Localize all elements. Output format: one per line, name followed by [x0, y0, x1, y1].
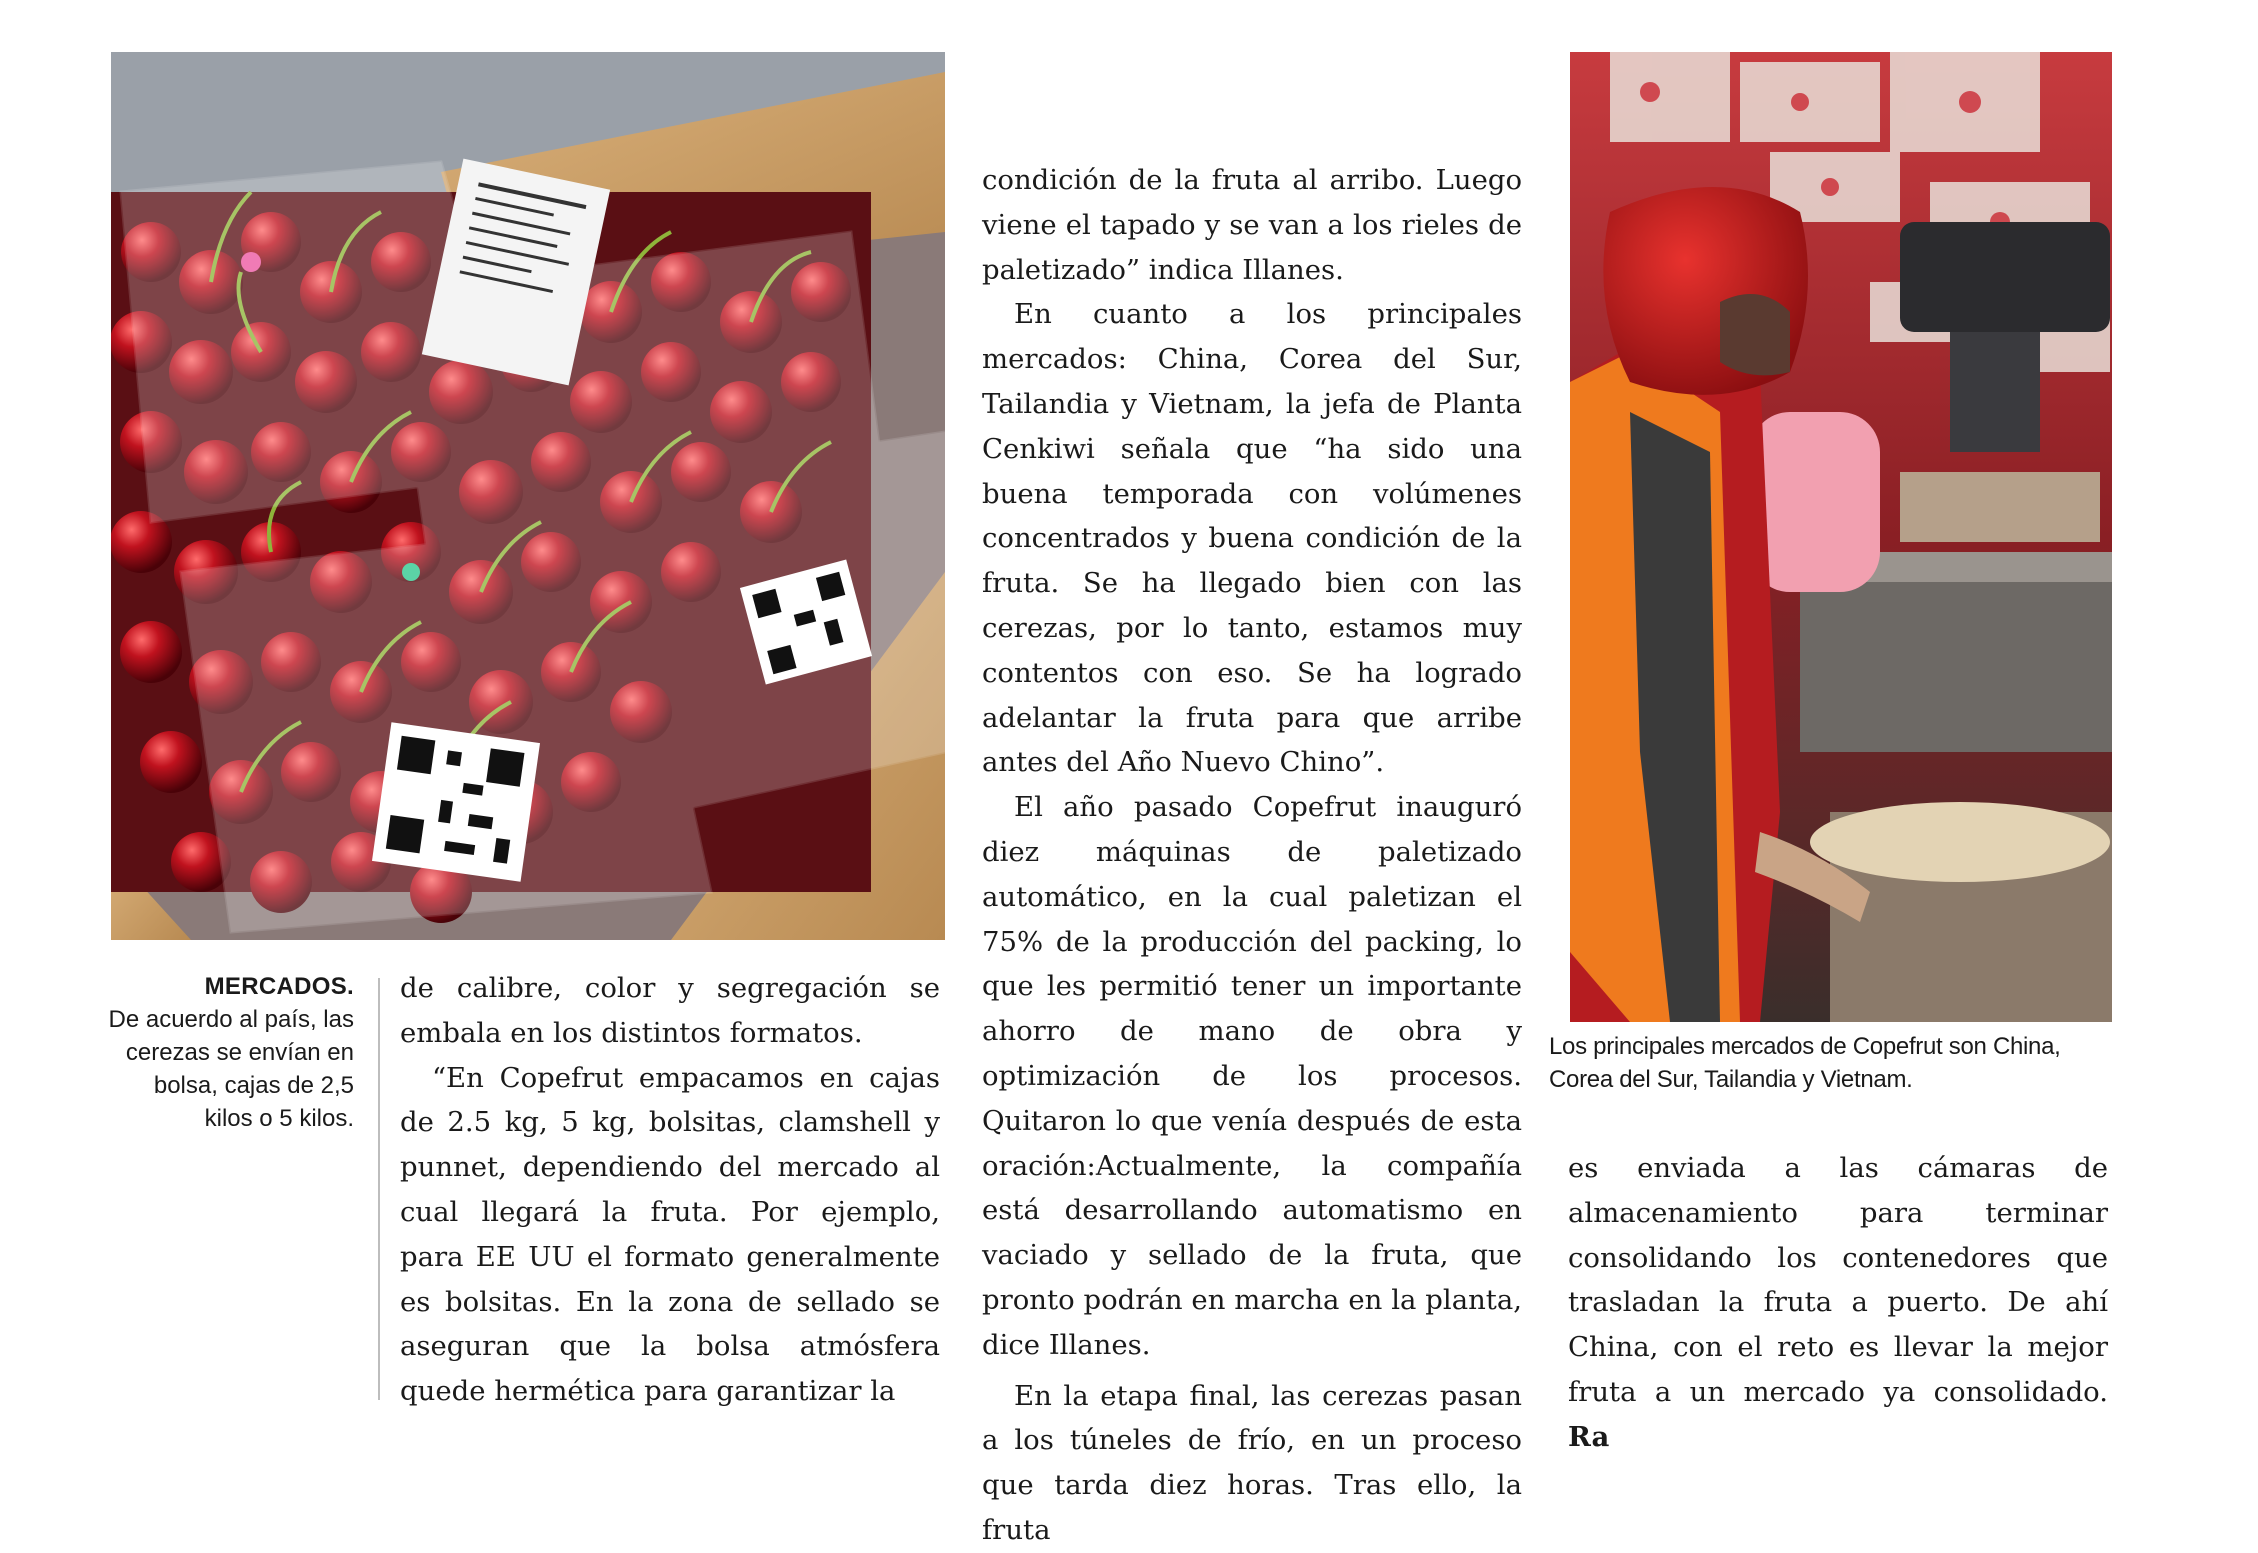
photo-caption-right: Los principales mercados de Copefrut son China, Corea del Sur, Tailandia y Vietnam. [1549, 1033, 2061, 1093]
paragraph: En cuanto a los principales mercados: China, Corea del Sur, Tailandia y Vietnam, la jefa de Planta Cenkiwi señala que “ha sido una buena temporada con volúmenes concentrados y buena condición de la fruta. Se ha llegado bien con las cerezas, por lo tanto, estamos muy contentos con eso. Se ha logrado adelantar la fruta para que arribe antes del Año Nuevo Chino”. [982, 298, 1522, 779]
article-column-2 [982, 158, 1522, 1553]
article-column-1 [400, 966, 940, 1414]
photo-caption-left [100, 970, 354, 1135]
paragraph: El año pasado Copefrut inauguró diez máquinas de paletizado automático, en la cual paletizan el 75% de la producción del packing, lo que les permitió tener un importante ahorro de mano de obra y optimización de los procesos. Quitaron lo que venía después de esta oración:Actualmente, la compañía está desarrollando automatismo en vaciado y sellado de la fruta, que pronto podrán en marcha en la planta, dice Illanes. [982, 791, 1522, 1361]
author-signature: Ra [1568, 1420, 1610, 1453]
caption-text: De acuerdo al país, las cerezas se envían en bolsa, cajas de 2,5 kilos o 5 kilos. [108, 1006, 354, 1132]
paragraph-text: es enviada a las cámaras de almacenamiento para terminar consolidando los contenedores que trasladan la fruta a puerto. De ahí China, con el reto es llevar la mejor fruta a un mercado ya consolidado. [1568, 1152, 2108, 1408]
paragraph: “En Copefrut empacamos en cajas de 2.5 kg, 5 kg, bolsitas, clamshell y punnet, dependiendo del mercado al cual llegará la fruta. Por ejemplo, para EE UU el formato generalmente es bolsitas. En la zona de sellado se aseguran que la bolsa atmósfera quede hermética para garantizar la [400, 1061, 940, 1408]
packing-line-worker-icon [1570, 52, 2112, 1022]
cherries-in-bags-icon [111, 52, 945, 940]
paragraph [1568, 1146, 2108, 1460]
paragraph: En la etapa final, las cerezas pasan a los túneles de frío, en un proceso que tarda diez horas. Tras ello, la fruta [982, 1379, 1522, 1546]
article-column-3 [1568, 1146, 2108, 1460]
cherries-photo [111, 52, 945, 940]
paragraph: de calibre, color y segregación se embala en los distintos formatos. [400, 972, 940, 1049]
paragraph: condición de la fruta al arribo. Luego viene el tapado y se van a los rieles de paletizado” indica Illanes. [982, 164, 1522, 286]
caption-kicker: MERCADOS. [204, 973, 354, 1000]
caption-divider [378, 978, 380, 1400]
packing-line-photo [1570, 52, 2112, 1022]
